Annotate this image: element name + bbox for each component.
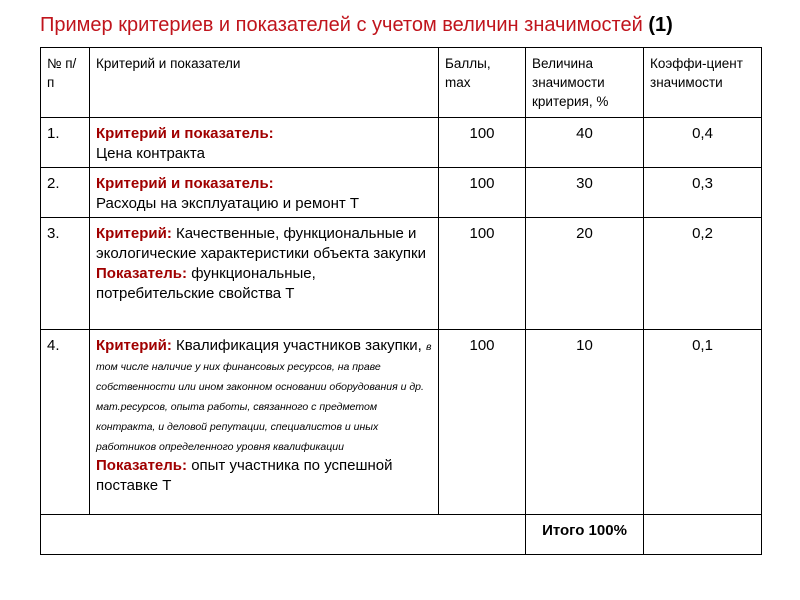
row-number: 1. [41, 118, 90, 168]
indicator-label: Показатель: [96, 265, 188, 282]
title-suffix: (1) [648, 14, 673, 36]
total-row [41, 515, 762, 555]
row-criterion [90, 168, 439, 218]
total-empty-cell [41, 515, 526, 555]
row-number: 2. [41, 168, 90, 218]
table-row [41, 330, 762, 515]
criterion-text: Квалификация участников закупки, [176, 337, 422, 354]
criterion-label: Критерий: [96, 337, 172, 354]
row-weight: 10 [526, 330, 644, 515]
indicator-text: опыт участника по успешной поставке Т [96, 457, 393, 494]
table-header-row [41, 48, 762, 118]
table-row [41, 118, 762, 168]
row-criterion [90, 218, 439, 330]
row-number: 3. [41, 218, 90, 330]
total-label: Итого 100% [526, 515, 644, 555]
criterion-indicator-label: Критерий и показатель: [96, 125, 274, 142]
criterion-text: Цена контракта [96, 145, 205, 162]
table-row [41, 218, 762, 330]
criteria-table [40, 47, 762, 555]
indicator-text: функциональные, потребительские свойства Т [96, 265, 316, 302]
table-row [41, 168, 762, 218]
row-weight: 20 [526, 218, 644, 330]
header-points: Баллы, max [439, 48, 526, 118]
row-points: 100 [439, 218, 526, 330]
criterion-text: Качественные, функциональные и экологические характеристики объекта закупки [96, 225, 426, 262]
row-points: 100 [439, 168, 526, 218]
row-coef: 0,2 [644, 218, 762, 330]
row-criterion [90, 118, 439, 168]
header-weight: Величина значимости критерия, % [526, 48, 644, 118]
title-text: Пример критериев и показателей с учетом величин значимостей [40, 14, 643, 36]
criterion-indicator-label: Критерий и показатель: [96, 175, 274, 192]
header-num: № п/п [41, 48, 90, 118]
criterion-text: Расходы на эксплуатацию и ремонт Т [96, 195, 360, 212]
header-coef: Коэффи-циент значимости [644, 48, 762, 118]
row-criterion [90, 330, 439, 515]
row-weight: 30 [526, 168, 644, 218]
row-points: 100 [439, 330, 526, 515]
row-points: 100 [439, 118, 526, 168]
header-criterion: Критерий и показатели [90, 48, 439, 118]
indicator-label: Показатель: [96, 457, 188, 474]
row-coef: 0,3 [644, 168, 762, 218]
slide-title [40, 12, 780, 38]
row-coef: 0,4 [644, 118, 762, 168]
row-weight: 40 [526, 118, 644, 168]
total-value-cell [644, 515, 762, 555]
row-coef: 0,1 [644, 330, 762, 515]
criterion-note: в том числе наличие у них финансовых ресурсов, на праве собственности или ином законном основании оборудования и др. мат.ресурсов, опыта работы, связанного с предметом контракта, и деловой репутации, специалистов и иных работников определенного уровня квалификации [96, 341, 432, 453]
row-number: 4. [41, 330, 90, 515]
criterion-label: Критерий: [96, 225, 172, 242]
